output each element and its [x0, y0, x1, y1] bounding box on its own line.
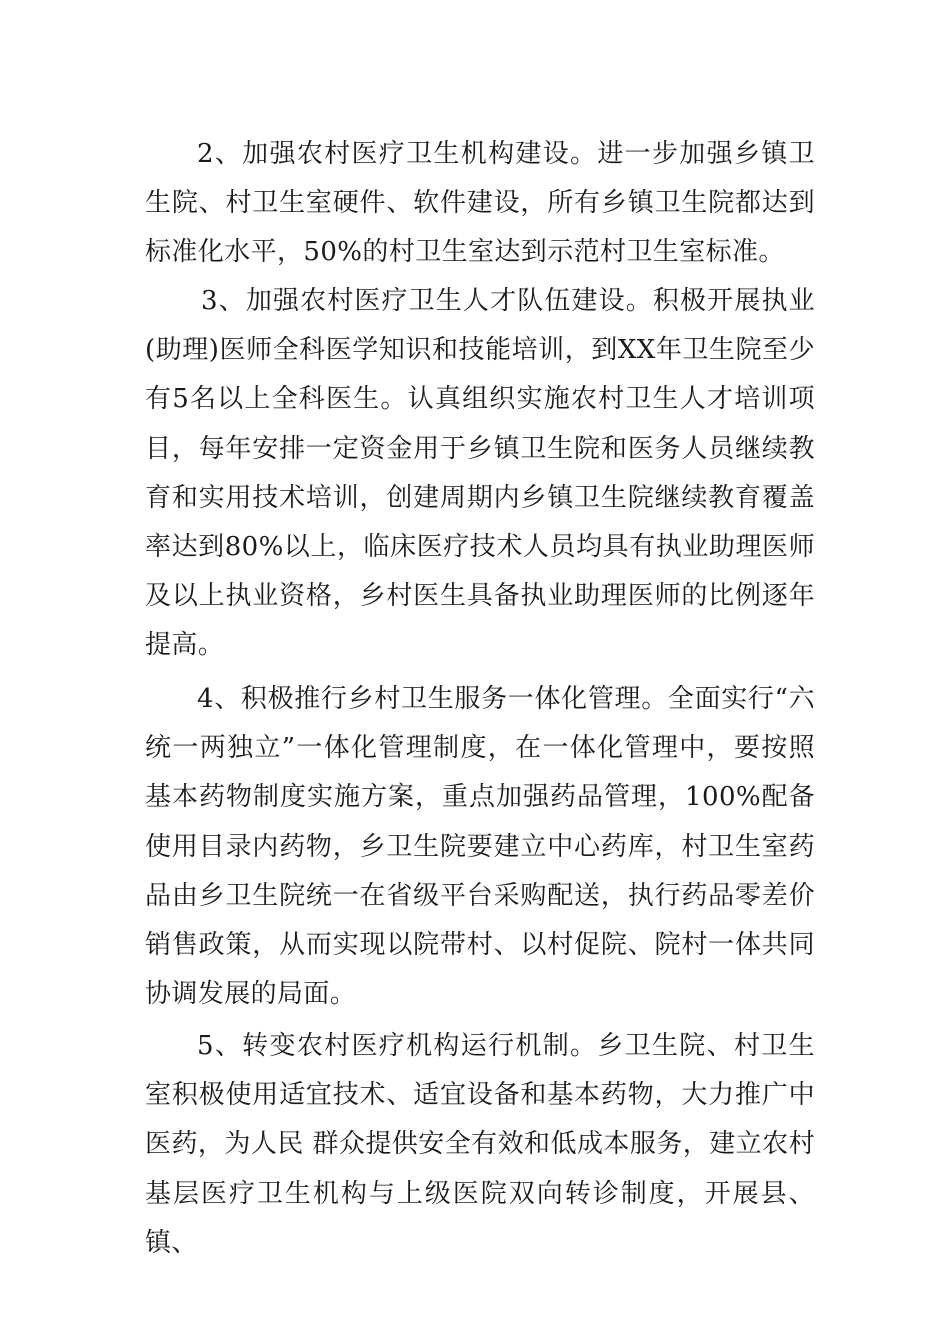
- paragraph-4: 4、积极推行乡村卫生服务一体化管理。全面实行“六统一两独立”一体化管理制度，在一体化管理中，要按照基本药物制度实施方案，重点加强药品管理，100%配备使用目录内药物，乡卫生院要建立中心药库，村卫生室药品由乡卫生院统一在省级平台采购配送，执行药品零差价销售政策，从而实现以院带村、以村促院、院村一体共同协调发展的局面。: [145, 684, 815, 1010]
- paragraph-3: 3、加强农村医疗卫生人才队伍建设。积极开展执业(助理)医师全科医学知识和技能培训，到XX年卫生院至少有5名以上全科医生。认真组织实施农村卫生人才培训项目，每年安排一定资金用于乡镇卫生院和医务人员继续教育和实用技术培训，创建周期内乡镇卫生院继续教育覆盖率达到80%以上，临床医疗技术人员均具有执业助理医师及以上执业资格，乡村医生具备执业助理医师的比例逐年提高。: [145, 286, 815, 661]
- paragraph-2: 2、加强农村医疗卫生机构建设。进一步加强乡镇卫生院、村卫生室硬件、软件建设，所有乡镇卫生院都达到标准化水平，50%的村卫生室达到示范村卫生室标准。: [145, 139, 815, 268]
- paragraph-5: 5、转变农村医疗机构运行机制。乡卫生院、村卫生室积极使用适宜技术、适宜设备和基本药物，大力推广中医药，为人民 群众提供安全有效和低成本服务，建立农村基层医疗卫生机构与上级医院双向转诊制度，开展县、镇、: [145, 1031, 815, 1258]
